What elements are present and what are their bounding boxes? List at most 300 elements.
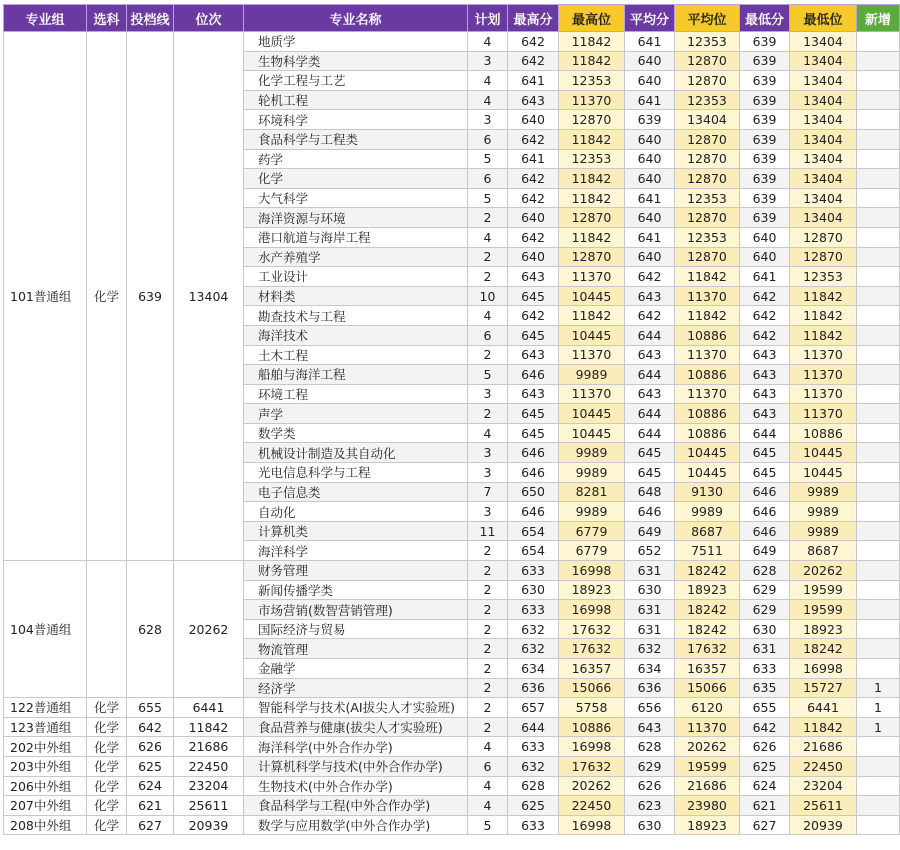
max-rank-cell: 11842 — [559, 306, 625, 326]
group-name-cell: 104普通组 — [4, 561, 87, 698]
plan-cell: 2 — [468, 247, 508, 267]
avg-rank-cell: 12870 — [675, 208, 740, 228]
avg-rank-cell: 11370 — [675, 286, 740, 306]
min-rank-cell: 10445 — [790, 463, 857, 483]
max-score-cell: 650 — [508, 482, 559, 502]
avg-rank-cell: 18242 — [675, 619, 740, 639]
major-cell: 材料类 — [244, 286, 468, 306]
major-cell: 自动化 — [244, 502, 468, 522]
header-new: 新增 — [857, 5, 900, 32]
max-rank-cell: 16998 — [559, 600, 625, 620]
new-cell — [857, 188, 900, 208]
table-row — [4, 561, 900, 581]
max-rank-cell: 11370 — [559, 90, 625, 110]
major-cell: 计算机科学与技术(中外合作办学) — [244, 756, 468, 776]
major-cell: 地质学 — [244, 32, 468, 52]
major-cell: 药学 — [244, 149, 468, 169]
max-rank-cell: 6779 — [559, 521, 625, 541]
min-score-cell: 646 — [740, 521, 790, 541]
plan-cell: 5 — [468, 188, 508, 208]
avg-rank-cell: 11370 — [675, 717, 740, 737]
plan-cell: 10 — [468, 286, 508, 306]
max-rank-cell: 10445 — [559, 423, 625, 443]
max-rank-cell: 15066 — [559, 678, 625, 698]
avg-rank-cell: 11370 — [675, 384, 740, 404]
new-cell — [857, 325, 900, 345]
min-rank-cell: 25611 — [790, 796, 857, 816]
min-score-cell: 642 — [740, 717, 790, 737]
new-cell — [857, 345, 900, 365]
header-min-score: 最低分 — [740, 5, 790, 32]
min-score-cell: 643 — [740, 384, 790, 404]
new-cell — [857, 463, 900, 483]
plan-cell: 4 — [468, 737, 508, 757]
avg-score-cell: 643 — [625, 717, 675, 737]
avg-score-cell: 640 — [625, 149, 675, 169]
avg-score-cell: 632 — [625, 639, 675, 659]
group-subject-cell: 化学 — [87, 32, 127, 561]
group-name-cell: 122普通组 — [4, 698, 87, 718]
avg-score-cell: 643 — [625, 345, 675, 365]
group-score-line-cell: 625 — [127, 756, 174, 776]
plan-cell: 7 — [468, 482, 508, 502]
major-cell: 水产养殖学 — [244, 247, 468, 267]
avg-rank-cell: 12353 — [675, 227, 740, 247]
max-rank-cell: 12353 — [559, 71, 625, 91]
max-score-cell: 641 — [508, 71, 559, 91]
group-score-line-cell: 642 — [127, 717, 174, 737]
new-cell — [857, 169, 900, 189]
min-rank-cell: 13404 — [790, 32, 857, 52]
avg-score-cell: 640 — [625, 247, 675, 267]
major-cell: 环境科学 — [244, 110, 468, 130]
new-cell — [857, 639, 900, 659]
max-score-cell: 625 — [508, 796, 559, 816]
max-rank-cell: 10445 — [559, 325, 625, 345]
min-score-cell: 649 — [740, 541, 790, 561]
header-row — [4, 5, 900, 32]
avg-score-cell: 649 — [625, 521, 675, 541]
group-rank-cell: 21686 — [174, 737, 244, 757]
group-subject-cell: 化学 — [87, 815, 127, 835]
new-cell — [857, 580, 900, 600]
min-score-cell: 639 — [740, 188, 790, 208]
header-score-line: 投档线 — [127, 5, 174, 32]
new-cell — [857, 737, 900, 757]
min-rank-cell: 13404 — [790, 51, 857, 71]
avg-rank-cell: 18242 — [675, 561, 740, 581]
max-score-cell: 646 — [508, 463, 559, 483]
major-cell: 金融学 — [244, 659, 468, 679]
min-score-cell: 639 — [740, 208, 790, 228]
group-name-cell: 203中外组 — [4, 756, 87, 776]
min-rank-cell: 11370 — [790, 365, 857, 385]
avg-score-cell: 641 — [625, 227, 675, 247]
avg-score-cell: 640 — [625, 169, 675, 189]
new-cell: 1 — [857, 678, 900, 698]
max-score-cell: 646 — [508, 365, 559, 385]
avg-rank-cell: 12870 — [675, 129, 740, 149]
table-row — [4, 717, 900, 737]
min-rank-cell: 11370 — [790, 345, 857, 365]
avg-score-cell: 643 — [625, 286, 675, 306]
max-score-cell: 645 — [508, 423, 559, 443]
min-score-cell: 643 — [740, 365, 790, 385]
min-rank-cell: 8687 — [790, 541, 857, 561]
max-rank-cell: 11842 — [559, 32, 625, 52]
max-rank-cell: 16998 — [559, 815, 625, 835]
max-score-cell: 628 — [508, 776, 559, 796]
table-row — [4, 756, 900, 776]
avg-score-cell: 645 — [625, 443, 675, 463]
new-cell — [857, 32, 900, 52]
major-cell: 工业设计 — [244, 267, 468, 287]
min-score-cell: 646 — [740, 502, 790, 522]
max-score-cell: 640 — [508, 208, 559, 228]
major-cell: 海洋科学(中外合作办学) — [244, 737, 468, 757]
major-cell: 食品科学与工程类 — [244, 129, 468, 149]
major-cell: 光电信息科学与工程 — [244, 463, 468, 483]
table-row — [4, 698, 900, 718]
max-rank-cell: 11842 — [559, 51, 625, 71]
table-row — [4, 796, 900, 816]
header-max-score: 最高分 — [508, 5, 559, 32]
avg-rank-cell: 10886 — [675, 423, 740, 443]
max-rank-cell: 9989 — [559, 365, 625, 385]
min-score-cell: 645 — [740, 443, 790, 463]
max-rank-cell: 22450 — [559, 796, 625, 816]
new-cell — [857, 267, 900, 287]
avg-rank-cell: 10886 — [675, 404, 740, 424]
header-avg-score: 平均分 — [625, 5, 675, 32]
max-score-cell: 640 — [508, 110, 559, 130]
min-rank-cell: 12353 — [790, 267, 857, 287]
plan-cell: 3 — [468, 502, 508, 522]
avg-score-cell: 640 — [625, 129, 675, 149]
avg-rank-cell: 11842 — [675, 267, 740, 287]
max-score-cell: 633 — [508, 815, 559, 835]
max-score-cell: 636 — [508, 678, 559, 698]
min-rank-cell: 12870 — [790, 227, 857, 247]
min-rank-cell: 9989 — [790, 502, 857, 522]
min-rank-cell: 19599 — [790, 600, 857, 620]
plan-cell: 6 — [468, 325, 508, 345]
major-cell: 物流管理 — [244, 639, 468, 659]
min-rank-cell: 9989 — [790, 521, 857, 541]
avg-score-cell: 643 — [625, 384, 675, 404]
new-cell: 1 — [857, 717, 900, 737]
min-rank-cell: 15727 — [790, 678, 857, 698]
new-cell — [857, 227, 900, 247]
major-cell: 勘查技术与工程 — [244, 306, 468, 326]
max-rank-cell: 16357 — [559, 659, 625, 679]
min-rank-cell: 11370 — [790, 404, 857, 424]
min-score-cell: 635 — [740, 678, 790, 698]
major-cell: 轮机工程 — [244, 90, 468, 110]
max-rank-cell: 10445 — [559, 404, 625, 424]
max-rank-cell: 11370 — [559, 345, 625, 365]
plan-cell: 6 — [468, 129, 508, 149]
avg-rank-cell: 18242 — [675, 600, 740, 620]
max-score-cell: 645 — [508, 325, 559, 345]
avg-score-cell: 629 — [625, 756, 675, 776]
max-score-cell: 646 — [508, 443, 559, 463]
min-rank-cell: 11842 — [790, 325, 857, 345]
plan-cell: 4 — [468, 796, 508, 816]
plan-cell: 3 — [468, 110, 508, 130]
avg-rank-cell: 12353 — [675, 32, 740, 52]
plan-cell: 6 — [468, 756, 508, 776]
avg-rank-cell: 18923 — [675, 580, 740, 600]
avg-rank-cell: 9130 — [675, 482, 740, 502]
min-score-cell: 639 — [740, 149, 790, 169]
group-rank-cell: 22450 — [174, 756, 244, 776]
new-cell — [857, 502, 900, 522]
min-score-cell: 624 — [740, 776, 790, 796]
max-rank-cell: 12870 — [559, 110, 625, 130]
group-score-line-cell: 624 — [127, 776, 174, 796]
group-subject-cell: 化学 — [87, 717, 127, 737]
group-subject-cell: 化学 — [87, 796, 127, 816]
plan-cell: 4 — [468, 423, 508, 443]
max-rank-cell: 11370 — [559, 384, 625, 404]
group-rank-cell: 25611 — [174, 796, 244, 816]
max-rank-cell: 17632 — [559, 756, 625, 776]
min-score-cell: 628 — [740, 561, 790, 581]
group-score-line-cell: 628 — [127, 561, 174, 698]
new-cell — [857, 443, 900, 463]
table-row — [4, 32, 900, 52]
new-cell — [857, 619, 900, 639]
group-name-cell: 206中外组 — [4, 776, 87, 796]
min-score-cell: 639 — [740, 51, 790, 71]
avg-rank-cell: 21686 — [675, 776, 740, 796]
min-score-cell: 639 — [740, 32, 790, 52]
max-score-cell: 642 — [508, 169, 559, 189]
avg-rank-cell: 12870 — [675, 51, 740, 71]
min-rank-cell: 9989 — [790, 482, 857, 502]
new-cell: 1 — [857, 698, 900, 718]
plan-cell: 3 — [468, 443, 508, 463]
major-cell: 土木工程 — [244, 345, 468, 365]
major-cell: 经济学 — [244, 678, 468, 698]
avg-score-cell: 644 — [625, 423, 675, 443]
min-score-cell: 625 — [740, 756, 790, 776]
group-rank-cell: 20262 — [174, 561, 244, 698]
new-cell — [857, 110, 900, 130]
min-score-cell: 642 — [740, 286, 790, 306]
avg-rank-cell: 18923 — [675, 815, 740, 835]
max-score-cell: 657 — [508, 698, 559, 718]
group-subject-cell: 化学 — [87, 756, 127, 776]
header-max-rank: 最高位 — [559, 5, 625, 32]
avg-score-cell: 644 — [625, 365, 675, 385]
major-cell: 智能科学与技术(AI拔尖人才实验班) — [244, 698, 468, 718]
header-plan: 计划 — [468, 5, 508, 32]
plan-cell: 2 — [468, 717, 508, 737]
avg-score-cell: 639 — [625, 110, 675, 130]
max-score-cell: 645 — [508, 404, 559, 424]
header-group: 专业组 — [4, 5, 87, 32]
plan-cell: 4 — [468, 71, 508, 91]
avg-rank-cell: 11842 — [675, 306, 740, 326]
max-rank-cell: 9989 — [559, 502, 625, 522]
max-score-cell: 633 — [508, 600, 559, 620]
max-score-cell: 654 — [508, 521, 559, 541]
min-score-cell: 655 — [740, 698, 790, 718]
group-rank-cell: 6441 — [174, 698, 244, 718]
major-cell: 市场营销(数智营销管理) — [244, 600, 468, 620]
major-cell: 海洋资源与环境 — [244, 208, 468, 228]
header-subject: 选科 — [87, 5, 127, 32]
plan-cell: 5 — [468, 149, 508, 169]
min-rank-cell: 13404 — [790, 188, 857, 208]
avg-rank-cell: 13404 — [675, 110, 740, 130]
max-rank-cell: 9989 — [559, 463, 625, 483]
max-rank-cell: 6779 — [559, 541, 625, 561]
avg-score-cell: 636 — [625, 678, 675, 698]
major-cell: 国际经济与贸易 — [244, 619, 468, 639]
max-score-cell: 642 — [508, 32, 559, 52]
major-cell: 声学 — [244, 404, 468, 424]
min-score-cell: 626 — [740, 737, 790, 757]
min-rank-cell: 6441 — [790, 698, 857, 718]
min-score-cell: 621 — [740, 796, 790, 816]
max-score-cell: 632 — [508, 639, 559, 659]
min-rank-cell: 11842 — [790, 306, 857, 326]
plan-cell: 2 — [468, 659, 508, 679]
avg-rank-cell: 12353 — [675, 90, 740, 110]
new-cell — [857, 404, 900, 424]
min-score-cell: 641 — [740, 267, 790, 287]
min-score-cell: 639 — [740, 169, 790, 189]
plan-cell: 2 — [468, 698, 508, 718]
avg-score-cell: 631 — [625, 600, 675, 620]
new-cell — [857, 286, 900, 306]
avg-score-cell: 626 — [625, 776, 675, 796]
min-rank-cell: 13404 — [790, 208, 857, 228]
avg-score-cell: 640 — [625, 208, 675, 228]
min-rank-cell: 13404 — [790, 110, 857, 130]
avg-rank-cell: 19599 — [675, 756, 740, 776]
plan-cell: 3 — [468, 51, 508, 71]
group-name-cell: 207中外组 — [4, 796, 87, 816]
max-score-cell: 640 — [508, 247, 559, 267]
max-rank-cell: 17632 — [559, 619, 625, 639]
min-score-cell: 646 — [740, 482, 790, 502]
avg-score-cell: 642 — [625, 267, 675, 287]
major-cell: 财务管理 — [244, 561, 468, 581]
plan-cell: 2 — [468, 541, 508, 561]
plan-cell: 4 — [468, 227, 508, 247]
group-rank-cell: 20939 — [174, 815, 244, 835]
min-score-cell: 643 — [740, 345, 790, 365]
plan-cell: 2 — [468, 639, 508, 659]
min-rank-cell: 21686 — [790, 737, 857, 757]
new-cell — [857, 423, 900, 443]
min-rank-cell: 20262 — [790, 561, 857, 581]
plan-cell: 4 — [468, 776, 508, 796]
major-cell: 化学工程与工艺 — [244, 71, 468, 91]
min-score-cell: 640 — [740, 247, 790, 267]
max-score-cell: 632 — [508, 756, 559, 776]
min-score-cell: 629 — [740, 580, 790, 600]
group-subject-cell: 化学 — [87, 737, 127, 757]
avg-score-cell: 641 — [625, 188, 675, 208]
group-name-cell: 123普通组 — [4, 717, 87, 737]
new-cell — [857, 149, 900, 169]
avg-rank-cell: 8687 — [675, 521, 740, 541]
avg-score-cell: 642 — [625, 306, 675, 326]
max-score-cell: 642 — [508, 51, 559, 71]
new-cell — [857, 521, 900, 541]
avg-rank-cell: 10445 — [675, 463, 740, 483]
min-rank-cell: 10886 — [790, 423, 857, 443]
max-score-cell: 634 — [508, 659, 559, 679]
new-cell — [857, 90, 900, 110]
plan-cell: 2 — [468, 678, 508, 698]
max-rank-cell: 8281 — [559, 482, 625, 502]
avg-score-cell: 645 — [625, 463, 675, 483]
plan-cell: 2 — [468, 561, 508, 581]
major-cell: 生物技术(中外合作办学) — [244, 776, 468, 796]
max-score-cell: 643 — [508, 345, 559, 365]
min-rank-cell: 22450 — [790, 756, 857, 776]
max-score-cell: 643 — [508, 90, 559, 110]
max-rank-cell: 11842 — [559, 169, 625, 189]
min-score-cell: 629 — [740, 600, 790, 620]
min-rank-cell: 13404 — [790, 90, 857, 110]
avg-score-cell: 630 — [625, 815, 675, 835]
major-cell: 新闻传播学类 — [244, 580, 468, 600]
max-score-cell: 642 — [508, 129, 559, 149]
min-score-cell: 630 — [740, 619, 790, 639]
new-cell — [857, 815, 900, 835]
min-score-cell: 627 — [740, 815, 790, 835]
new-cell — [857, 561, 900, 581]
max-score-cell: 642 — [508, 188, 559, 208]
min-rank-cell: 18242 — [790, 639, 857, 659]
max-rank-cell: 11842 — [559, 129, 625, 149]
min-rank-cell: 11370 — [790, 384, 857, 404]
avg-score-cell: 652 — [625, 541, 675, 561]
plan-cell: 4 — [468, 90, 508, 110]
major-cell: 数学与应用数学(中外合作办学) — [244, 815, 468, 835]
table-row — [4, 815, 900, 835]
plan-cell: 2 — [468, 600, 508, 620]
min-score-cell: 642 — [740, 325, 790, 345]
new-cell — [857, 384, 900, 404]
avg-rank-cell: 16357 — [675, 659, 740, 679]
plan-cell: 4 — [468, 32, 508, 52]
avg-rank-cell: 12870 — [675, 247, 740, 267]
group-score-line-cell: 655 — [127, 698, 174, 718]
min-rank-cell: 13404 — [790, 129, 857, 149]
min-rank-cell: 20939 — [790, 815, 857, 835]
avg-score-cell: 640 — [625, 71, 675, 91]
min-score-cell: 633 — [740, 659, 790, 679]
new-cell — [857, 659, 900, 679]
group-name-cell: 208中外组 — [4, 815, 87, 835]
avg-rank-cell: 15066 — [675, 678, 740, 698]
avg-score-cell: 648 — [625, 482, 675, 502]
max-rank-cell: 20262 — [559, 776, 625, 796]
min-score-cell: 639 — [740, 90, 790, 110]
plan-cell: 4 — [468, 306, 508, 326]
max-score-cell: 644 — [508, 717, 559, 737]
max-score-cell: 641 — [508, 149, 559, 169]
header-rank: 位次 — [174, 5, 244, 32]
